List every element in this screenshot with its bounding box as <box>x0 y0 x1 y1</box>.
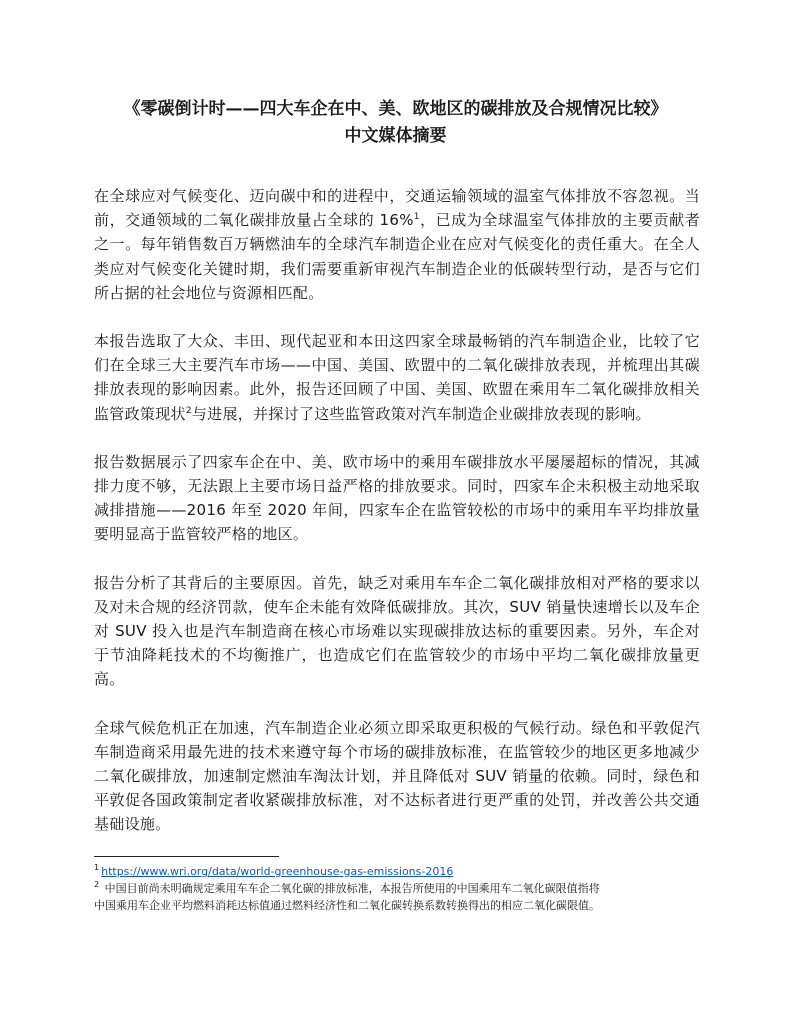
footnote-ref-2[interactable]: 2 <box>185 405 192 416</box>
footnote-1-link[interactable]: https://www.wri.org/data/world-greenhouse-gas-emissions-2016 <box>101 865 454 878</box>
paragraph-scope-text-b: 与进展，并探讨了这些监管政策对汽车制造企业碳排放表现的影响。 <box>191 404 651 423</box>
footnote-1-number: 1 <box>94 863 100 873</box>
paragraph-intro <box>94 184 700 305</box>
footnote-1 <box>94 863 704 880</box>
footnote-divider <box>94 856 279 857</box>
report-subtitle: 中文媒体摘要 <box>344 126 447 146</box>
title-block <box>60 96 731 150</box>
paragraph-recommendations: 全球气候危机正在加速，汽车制造企业必须立即采取更积极的气候行动。绿色和平敦促汽车制造商采用最先进的技术来遵守每个市场的碳排放标准，在监管较少的地区更多地减少二氧化碳排放，加速制定燃油车淘汰计划，并且降低对 SUV 销量的依赖。同时，绿色和平敦促各国政策制定者收紧碳排放标准，对不达标者进行更严重的处罚，并改善公共交通基础设施。 <box>94 718 700 834</box>
paragraph-causes: 报告分析了其背后的主要原因。首先，缺乏对乘用车车企二氧化碳排放相对严格的要求以及对未合规的经济罚款，使车企未能有效降低碳排放。其次，SUV 销量快速增长以及车企对 SUV 投入也是汽车制造商在核心市场难以实现碳排放达标的重要因素。另外，车企对于节油降耗技术的不均衡推广，也造成它们在监管较少的市场中平均二氧化碳排放量更高。 <box>94 573 700 689</box>
report-title: 《零碳倒计时——四大车企在中、美、欧地区的碳排放及合规情况比较》 <box>123 99 668 119</box>
footnotes <box>94 863 704 914</box>
paragraph-scope <box>94 329 700 426</box>
footnote-2 <box>94 880 704 897</box>
summary-body <box>94 184 700 861</box>
footnote-2-number: 2 <box>94 880 100 890</box>
footnote-ref-1[interactable]: 1 <box>413 212 420 223</box>
footnote-2-continued: 中国乘用车企业平均燃料消耗达标值通过燃料经济性和二氧化碳转换系数转换得出的相应二氧化碳限值。 <box>94 899 600 912</box>
paragraph-scope-text-a: 本报告选取了大众、丰田、现代起亚和本田这四家全球最畅销的汽车制造企业，比较了它们在全球三大主要汽车市场——中国、美国、欧盟中的二氧化碳排放表现，并梳理出其碳排放表现的影响因素。此外，报告还回顾了中国、美国、欧盟在乘用车二氧化碳排放相关监管政策现状 <box>94 332 700 423</box>
paragraph-intro-text-a: 在全球应对气候变化、迈向碳中和的进程中，交通运输领域的温室气体排放不容忽视。当前，交通领域的二氧化碳排放量占全球的 16% <box>94 187 700 230</box>
paragraph-findings: 报告数据展示了四家车企在中、美、欧市场中的乘用车碳排放水平屡屡超标的情况，其减排力度不够，无法跟上主要市场日益严格的排放要求。同时，四家车企未积极主动地采取减排措施——2016 年至 2020 年间，四家车企在监管较松的市场中的乘用车平均排放量要明显高于监管较严格的地区。 <box>94 452 700 544</box>
paragraph-intro-text-b: ，已成为全球温室气体排放的主要贡献者之一。每年销售数百万辆燃油车的全球汽车制造企业在应对气候变化的责任重大。在全人类应对气候变化关键时期，我们需要重新审视汽车制造企业的低碳转型行动，是否与它们所占据的社会地位与资源相匹配。 <box>94 211 700 302</box>
footnote-2-line-1: 中国目前尚未明确规定乘用车车企二氧化碳的排放标准，本报告所使用的中国乘用车二氧化碳限值指将 <box>104 882 600 895</box>
